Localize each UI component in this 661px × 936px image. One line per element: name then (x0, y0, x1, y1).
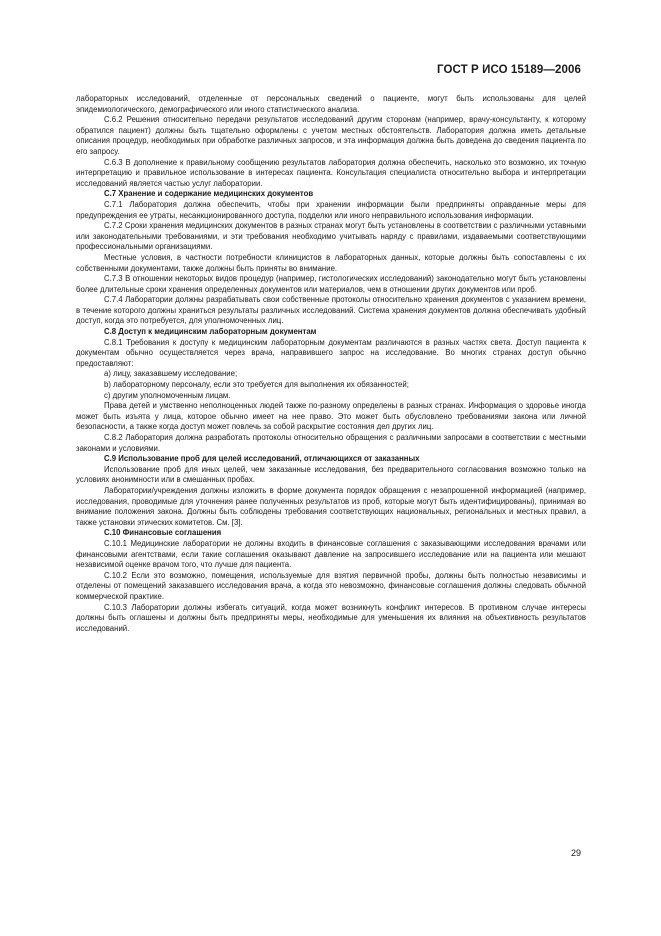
paragraph: C.7.2 Сроки хранения медицинских документов в разных странах могут быть установлены в соответствии с различными уставными или законодательными требованиями, и эти требования необходимо учитывать наряду с правилами, издаваемыми соответствующими профессиональными организациями. (76, 221, 586, 252)
paragraph: C.6.2 Решения относительно передачи результатов исследований другим сторонам (например, врачу-консультанту, к которому обратился пациент) должны быть тщательно оформлены с учетом местных обстоятельств. Лаборатория должна иметь детальные описания процедур, необходимых при обработке различных запросов, и эта информация должна быть доведена до сведения пациента по его запросу. (76, 115, 586, 156)
document-header: ГОСТ Р ИСО 15189—2006 (436, 64, 581, 76)
section-heading-c7: C.7 Хранение и содержание медицинских документов (104, 189, 314, 199)
page-number: 29 (570, 848, 581, 858)
paragraph: Права детей и умственно неполноценных людей также по-разному определены в разных странах. Информация о здоровье иногда может быть изъята у лица, которое обычно имеет на нее право. Это может быть обусловлено требованиями закона или личной безопасности, а также когда доступ может повлечь за собой раскрытие состояния дел других лиц. (76, 401, 586, 432)
paragraph: C.7.1 Лаборатория должна обеспечить, чтобы при хранении информации были предприняты оправданные меры для предупреждения ее утраты, несанкционированного доступа, подделки или иного неправильного использования информации. (76, 199, 586, 220)
paragraph: C.10.2 Если это возможно, помещения, используемые для взятия первичной пробы, должны быть полностью независимы и отделены от помещений заказавшего исследования врача, а когда это невозможно, финансовые соглашения должны следовать обычной коммерческой практике. (76, 570, 586, 601)
list-item: a) лицу, заказавшему исследование; (104, 369, 238, 379)
paragraph: C.8.2 Лаборатория должна разработать протоколы относительно обращения с различными запросами в соответствии с местными законами и условиями. (76, 433, 586, 453)
list-item: b) лабораторному персоналу, если это требуется для выполнения их обязанностей; (104, 380, 409, 390)
section-heading-c10: C.10 Финансовые соглашения (104, 528, 222, 538)
section-heading-c8: C.8 Доступ к медицинским лабораторным документам (104, 327, 317, 337)
paragraph: C.6.3 В дополнение к правильному сообщению результатов лаборатория должна обеспечить, насколько это возможно, их точную интерпретацию и правильное использование в интересах пациента. Консультация специалиста относительно выбора и интерпретации исследований является частью услуг лаборатории. (76, 157, 586, 188)
paragraph: Лаборатории/учреждения должны изложить в форме документа порядок обращения с незапрошенной информацией (например, исследования, проводимые для уточнения ранее полученных результатов из проб, которые могут быть идентифицированы), принимая во внимание положения закона. Должны быть соблюдены требования соответствующих национальных, региональных и местных правил, а также установки этических комитетов. См. [3]. (76, 485, 586, 527)
document-body (76, 94, 586, 634)
paragraph: C.7.4 Лаборатории должны разрабатывать свои собственные протоколы относительно хранения документов с указанием времени, в течение которого должны храниться результаты различных исследований. Система хранения документов должна обеспечивать удобный доступ, когда это потребуется, для уполномоченных лиц. (76, 295, 586, 326)
paragraph: C.10.1 Медицинские лаборатории не должны входить в финансовые соглашения с заказывающими исследования врачами или финансовыми агентствами, если такие соглашения оказывают давление на запросившего исследование или на пациента или мешают независимой оценке врачом того, что лучше для пациента. (76, 538, 586, 570)
paragraph: C.7.3 В отношении некоторых видов процедур (например, гистологических исследований) законодательно могут быть установлены более длительные сроки хранения определенных документов или материалов, чем в отношении других документов или проб. (76, 274, 586, 294)
paragraph: C.8.1 Требования к доступу к медицинским лабораторным документам различаются в разных частях света. Доступ пациента к документам обычно осуществляется через врача, направившего запрос на исследование. Во многих странах доступ обычно предоставляют: (76, 337, 586, 368)
section-heading-c9: C.9 Использование проб для целей исследований, отличающихся от заказанных (104, 454, 420, 464)
paragraph: Использование проб для иных целей, чем заказанные исследования, без предварительного согласования возможно только на условиях анонимности или в смешанных пробах. (76, 464, 586, 485)
list-item: c) другим уполномоченным лицам. (104, 390, 231, 400)
paragraph: лабораторных исследований, отделенные от персональных сведений о пациенте, могут быть использованы для целей эпидемиологического, демографического или иного статистического анализа. (76, 94, 586, 114)
paragraph: Местные условия, в частности потребности клиницистов в лабораторных данных, которые должны быть сопоставлены с их собственными документами, также должны быть приняты во внимание. (76, 252, 586, 273)
paragraph: C.10.3 Лаборатории должны избегать ситуаций, когда может возникнуть конфликт интересов. В противном случае интересы должны быть оглашены и должны быть предприняты меры, необходимые для уменьшения их влияния на объективность результатов исследований. (76, 602, 586, 633)
